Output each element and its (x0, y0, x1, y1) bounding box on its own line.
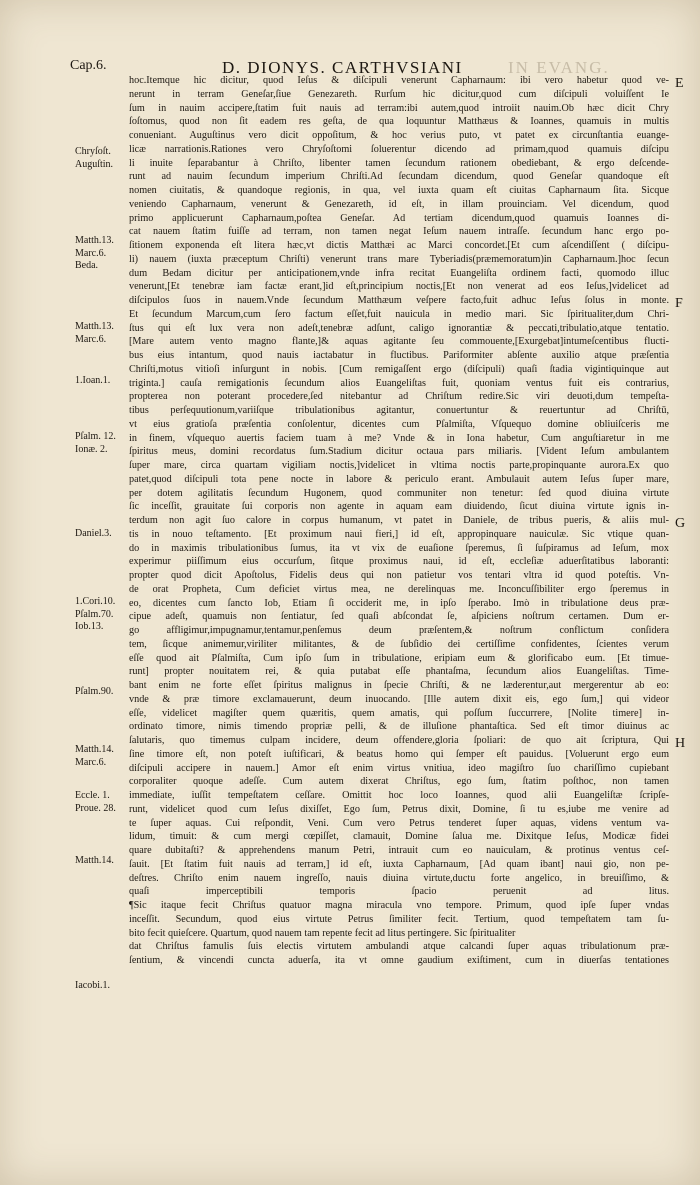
text-line: quare dubitaſti? & apprehendens manum Petri, intrauit cum eo nauiculam, & protinus ventus ceſ- (129, 845, 669, 856)
text-line: nomen ciuitatis, & quandoque regionis, in qua, vel iuxta quam eſt ciuitas Capharnaum ſita. Sicque (129, 185, 669, 196)
text-line: diſcipuli accipere in nauem.] Amor eſt enim virtus vnitiua, ideo magiſtro ſuo chariſſimo cupiebant (129, 762, 669, 774)
text-line: do in maximis tribulationibus ſumus, ita vt vix de euaſione ſperemus, ſi ſuſpiramus ad Ieſum, mox (129, 542, 669, 554)
text-line: Et ſecundum Marcum,cum ſero factum eſſet,fuit nauicula in medio mari. Sic ſpiritualiter,dum Chri- (129, 308, 669, 320)
text-line: ¶Sic itaque fecit Chriſtus quatuor magna miracula vno tempore. Primum, quod ipſe ſuper vndas (129, 900, 669, 911)
text-line: hoc.Itemque hic dicitur, quod Ieſus & diſcipuli venerunt Capharnaum: ibi vero habetur quod ve- (129, 75, 669, 86)
text-line: terdum non agit ſuo calore in corpus humanum, vt patet in Daniele, de tribus pueris, & aliis mul- (129, 515, 669, 526)
text-line: runt] propter nouitatem rei, & quia putabat eſſe phantaſma, ſecundum alios Euangeliſtas. Time- (129, 666, 669, 678)
text-line: bus eius intantum, quod nauis iactabatur in fluctibus. Pariformiter abſente auxilio atque præſentia (129, 350, 669, 361)
text-line: patet,quod diſcipuli tota pene nocte in labore & periculo erant. Ambulauit autem Ieſus ſuper mare, (129, 473, 669, 485)
text-line: ſic inceſſit, grauitate ſui corporis non agente in aquam eam diuidendo, ſicut diuina virtute ignis in- (129, 501, 669, 513)
text-line: li inuite ſeparabantur à Chriſto, libenter tamen ſecundum rationem obediebant, & ergo deſcende- (129, 157, 669, 169)
text-line: experimur piiſſimum eius occurſum, ſitque proximus naui, id eſt, eccleſiæ aduerſitatibus laboranti: (129, 556, 669, 568)
running-title: D. DIONYS. CARTHVSIANI (222, 58, 463, 77)
text-line: ſuper mare, circa quartam vigiliam noctis,]videlicet in vltima noctis parte,propinquante aurora.Ex quo (129, 460, 669, 471)
margin-note: Daniel.3. (75, 528, 112, 539)
text-line: deſtres. Chriſto enim nauem ingreſſo, nauis diuina virtute,ductu forte angelico, in breuiſſimo, & (129, 872, 669, 884)
text-line: ſoſtomus, quod non ſit eadem res geſta, de qua loquuntur Matthæus & Ioannes, quamuis in multis (129, 116, 669, 128)
margin-note: Chryſoſt. Auguſtin. (75, 146, 114, 170)
text-line: venerunt,[Et tenebræ iam factæ erant,]id eſt,principium noctis,[Et non venerat ad eos Ieſus,]videlicet ad (129, 281, 669, 293)
text-line: go affligimur,impugnamur,tentamur,penſemus deum præſentem,& noſtrum conflictum conſidera (129, 625, 669, 636)
text-line: propter quod dicit Apoſtolus, Fidelis deus qui non patietur vos tentari vltra id quod poteſtis. Vn- (129, 570, 669, 581)
text-line: de orat Propheta, Cum deficiet virtus mea, ne derelinquas me. Inconcuſſibiliter ergo ſperemus in (129, 583, 669, 595)
text-line: ſalutaris, quo timemus culpam incidere, deum offendere,gloria ſpoliari: de quo ait ſcriptura, Qui (129, 735, 669, 746)
margin-note: Eccle. 1. Proue. 28. (75, 790, 116, 814)
text-line: tibus perſequutionum,variiſque tribulationibus agitantur, conuertuntur & reuertuntur ad Chriſtū, (129, 405, 669, 416)
margin-note: 1.Cori.10. Pſalm.70. Iob.13. (75, 596, 116, 632)
text-line: licæ narrationis.Rationes vero Chryſoſtomi ſoluerentur dicendo ad primam,quod quamuis diſcipu (129, 143, 669, 155)
bleed-through-text: IN EVANG. (508, 58, 610, 77)
text-line: ſtus qui eſt lux vera non adeſt,tenebræ adſunt, caligo ignorantiæ & peccati,tribulatio,atque tentatio. (129, 322, 669, 334)
text-line: propterea non poterant procedere,ſed nitebantur ad Chriſtum redire.Sic viri deuoti,dum tempeſta- (129, 391, 669, 403)
text-line: [Mare autem vento magno flante,]& aquas agitante ſeu commouente,[Exurgebat]intumeſcentibus flucti- (129, 336, 669, 348)
text-line: conueniant. Auguſtinus vero dicit oppoſitum, & hoc verius puto, vt patet ex circunſtantia euange- (129, 130, 669, 141)
text-line: ſine timore eſt, non poteſt iuſtificari, & beatus homo qui ſemper eſt pauidus. [Voluerunt ergo eum (129, 748, 669, 760)
text-line: bant enim ne forte eſſet ſpiritus malignus in ſpecie Chriſti, & ne læderentur,aut mergerentur ab eo: (129, 680, 669, 691)
margin-note: 1.Ioan.1. (75, 375, 111, 386)
text-line: veniendo Capharnaum, venerunt & Genezareth, id eſt, in illam prouinciam. Vel dicendum, quod (129, 198, 669, 210)
text-line: Chriſti,motus vitioſi inſurgunt in nobis. [Cum remigaſſent ergo (diſcipuli) quaſi ſtadia vigintiquinque aut (129, 363, 669, 375)
text-line: ſum in nauim accipere,ſtatim fuit nauis ad terram:ibi autem,quod introiit nauim.Ob hæc dicit Chry (129, 102, 669, 114)
text-line: runt ad nauim ſecundum imperium Chriſti.Ad ſecundam dicendum, quod Geneſar quandoque eſt (129, 171, 669, 183)
text-line: triginta.] cauſa remigationis ſecundum alios Euangeliſtas fuit, quoniam ventus fuit eis contrarius, (129, 377, 669, 389)
text-line: runt, videlicet quod cum Ieſus dixiſſet, Ego ſum, Petrus dixit, Domine, ſi tu es,iube me venire ad (129, 803, 669, 815)
text-line: quaſi imperceptibili temporis ſpacio peruenit ad litus. (129, 886, 669, 898)
text-line: ordinato timore, nimis timendo propriæ pelli, & de illuſione phantaſtica. Sed eſt timor diuinus ac (129, 721, 669, 733)
text-line: ſpiritus meus, domini recordatus ſum.Stadium dicitur octaua pars miliaris. [Vident Ieſum ambulantem (129, 446, 669, 458)
margin-note: Iacobi.1. (75, 980, 110, 991)
text-line: eſſe, videlicet magiſter quem quæritis, quem amatis, qui poſſum ſuccurrere, [Nolite timere] in- (129, 707, 669, 719)
section-letter-g: G (675, 516, 686, 531)
margin-note: Pſalm.90. (75, 686, 114, 697)
text-line: te ſuper aquas. Cui reſpondit, Veni. Cum vero Petrus tenderet ſuper aquas, videns ventum va- (129, 817, 669, 829)
text-line: dat Chriſtus famulis ſuis electis virtutem ambulandi atque calcandi ſuper aquas tribulationum præ- (129, 941, 669, 953)
text-line: immediate, iuſſit tempeſtatem ceſſare. Omittit hoc loco Ioannes, quod alii Euangeliſtæ ſcripſe- (129, 790, 669, 801)
commentary-text-column (129, 74, 669, 968)
text-line: eſſe quod ait Pſalmiſta, Cum ipſo ſum in tribulatione, eripiam eum & glorificabo eum. [Et timue- (129, 652, 669, 664)
text-line: ſitionem exponenda eſt litera hæc,vt dictis Matthæi ac Marci concordet.[Et cum aſcendiſſent ( diſcipu- (129, 240, 669, 251)
section-letter-e: E (675, 76, 684, 91)
margin-note: Matth.14. Marc.6. (75, 744, 114, 768)
text-line: corporaliter quoque adeſſe. Cum autem dixerat Chriſtus, ego ſum, ſtatim poſthoc, non tamen (129, 776, 669, 788)
text-line: tem, ſicque animemur,viriliter militantes, & de ſubſidio dei certiſſime confidentes, ſcientes verum (129, 638, 669, 650)
text-line: ſauit. [Et ſtatim fuit nauis ad terram,] id eſt, iuxta Capharnaum, [Ad quam ibant] naui gio, non pe- (129, 858, 669, 870)
chapter-label: Cap.6. (70, 58, 107, 73)
text-line: cat nauem ſtatim fuiſſe ad terram, non tamen negat Ieſum nauem intraſſe. ſecundum hanc ergo po- (129, 226, 669, 238)
text-line: vnde & præ timore exclamauerunt, deum inuocando. [Ille autem dixit eis, ego ſum,] qui videor (129, 693, 669, 705)
margin-note: Matth.14. (75, 855, 114, 866)
text-line: inceſſit. Secundum, quod eius virtute Petrus ſimiliter fecit. Tertium, quod tempeſtatem tam ſu- (129, 913, 669, 925)
text-line: dum Bedam dicitur per anticipationem,vnde infra recitat Euangeliſta ordinem facti, quomodo illuc (129, 267, 669, 279)
text-line: eo, dicentes cum ſancto Iob, Etiam ſi occiderit me, in ipſo ſperabo. Imò in tribulatione deus præ- (129, 597, 669, 609)
margin-note: Pſalm. 12. Ionæ. 2. (75, 431, 116, 455)
section-letter-f: F (675, 296, 683, 311)
text-line: vt eius gratioſa præſentia conſolentur, dicentes cum Pſalmiſta, Vſquequo domine obliuiſceris me (129, 418, 669, 430)
text-line: lidum, timuit: & cum mergi cœpiſſet, clamauit, Domine ſalua me. Dixitque Ieſus, Modicæ fidei (129, 831, 669, 843)
text-line: primo applicuerunt Capharnaum,poſtea Geneſar. Ad tertiam dicendum,quod quamuis Ioannes di- (129, 212, 669, 224)
margin-note: Matth.13. Marc.6. Beda. (75, 235, 114, 271)
text-line: ſentium, & vincendi cuncta aduerſa, ita vt omne gaudium exiſtiment, cum in diuerſas tentationes (129, 955, 669, 966)
text-line: cipue adeſt, quamuis non ſentiatur, ſed quaſi abſcondat ſe, aſpiciens noſtrum certamen. Dum er- (129, 611, 669, 623)
text-line: diſcipulos ſuos in nauem.Vnde ſecundum Matthæum veſpere facto,fuit adhuc Ieſus ſolus in monte. (129, 295, 669, 306)
margin-note: Matth.13. Marc.6. (75, 321, 114, 345)
section-letter-h: H (675, 736, 686, 751)
text-line: in finem, vſquequo auertis faciem tuam à me? Vnde & in Iona habetur, Cum anguſtiaretur in me (129, 432, 669, 444)
text-line: li) nauem (iuxta præceptum Chriſti) venerunt trans mare Tyberiadis(præmemoratum)in Capharnaum.]hoc ſecun (129, 253, 669, 265)
text-line: nerunt in terram Geneſar,ſiue Genezareth. Rurſum hic dicitur,quod cum diſcipuli voluiſſent Ie (129, 88, 669, 100)
text-line: tis in nouo teſtamento. [Et proximum naui fieri,] id eſt, appropinquare nauiculæ. Sic vtique quan- (129, 528, 669, 540)
text-line: per dotem agilitatis ſecundum Hugonem, quod communiter non tenetur: ſed quod diuina virtute (129, 487, 669, 499)
text-line: bito fecit quieſcere. Quartum, quod nauem tam repente fecit ad litus pertingere. Sic ſpiritualiter (129, 927, 516, 939)
running-header (0, 28, 700, 78)
